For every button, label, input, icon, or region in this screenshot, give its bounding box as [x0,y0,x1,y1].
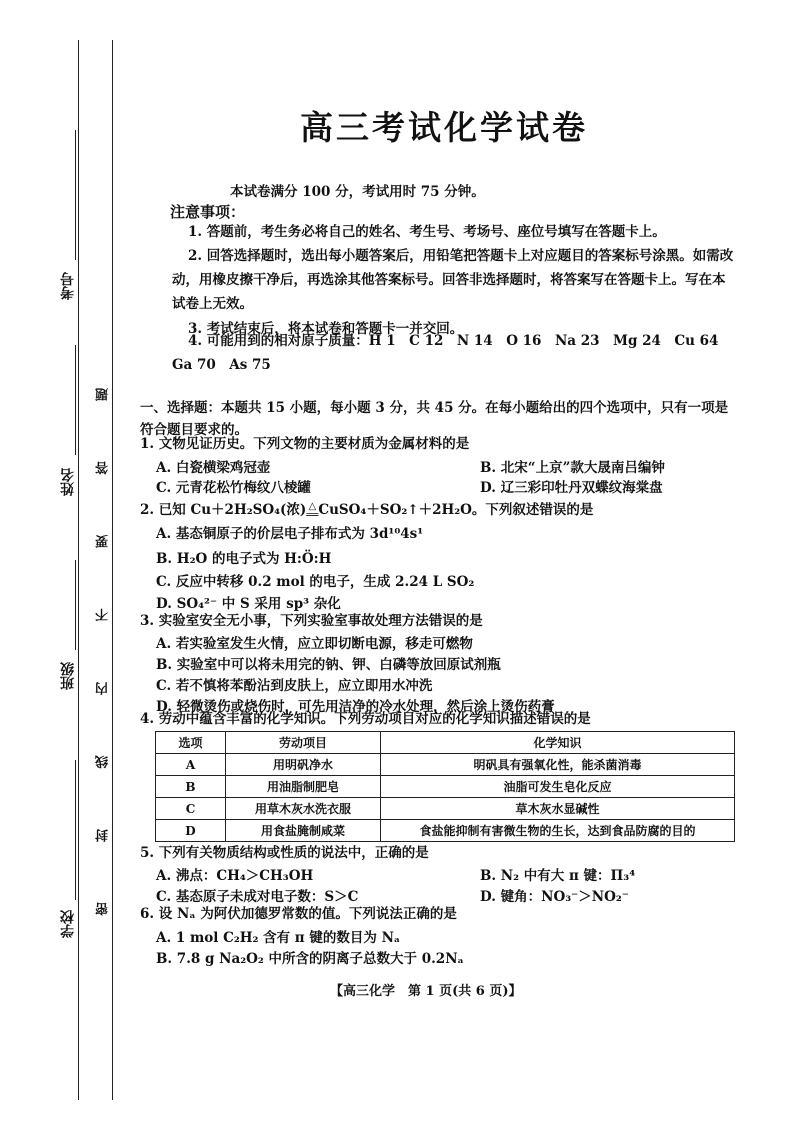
binding-line-outer [78,40,79,1100]
q6-stem: 6. 设 Nₐ 为阿伏加德罗常数的值。下列说法正确的是 [140,906,457,922]
row-option: B [156,776,226,798]
q1-stem: 1. 文物见证历史。下列文物的主要材质为金属材料的是 [140,436,470,452]
page-footer: 【高三化学 第 1 页(共 6 页)】 [330,984,522,999]
q5-option-a[interactable]: A. 沸点：CH₄＞CH₃OH [156,868,314,884]
field-school: 学校 [60,910,76,938]
col-knowledge: 化学知识 [381,732,735,754]
table-row [156,798,735,820]
row-knowledge: 食盐能抑制有害微生物的生长，达到食品防腐的目的 [381,820,735,842]
note-3: 3. 考试结束后，将本试卷和答题卡一并交回。 [188,321,464,337]
field-name: 姓名 [60,468,76,496]
q5-stem: 5. 下列有关物质结构或性质的说法中，正确的是 [140,845,429,861]
note-4: 4. 可能用到的相对原子质量：H 1 C 12 N 14 O 16 Na 23 Mg 24 Cu 64 Ga 70 As 75 [172,333,719,373]
note-1: 1. 答题前，考生务必将自己的姓名、考生号、考场号、座位号填写在答题卡上。 [188,224,666,240]
q4-table [155,731,735,842]
q2-option-b[interactable]: B. H₂O 的电子式为 H:Ö:H [156,551,332,567]
row-knowledge: 油脂可发生皂化反应 [381,776,735,798]
q1-option-d[interactable]: D. 辽三彩印牡丹双蝶纹海棠盘 [480,480,663,496]
notes-title: 注意事项： [170,203,246,221]
row-knowledge: 明矾具有强氧化性，能杀菌消毒 [381,754,735,776]
table-row [156,754,735,776]
q3-stem: 3. 实验室安全无小事，下列实验室事故处理方法错误的是 [140,613,483,629]
q2-stem-pre: 2. 已知 Cu＋2H₂SO₄(浓) [140,502,307,518]
row-option: C [156,798,226,820]
note-2: 2. 回答选择题时，选出每小题答案后，用铅笔把答题卡上对应题目的答案标号涂黑。如需改动，用橡皮擦干净后，再选涂其他答案标号。回答非选择题时，将答案写在答题卡上。写在本试卷上无效。 [172,248,734,312]
q3-option-d[interactable]: D. 轻微烫伤或烧伤时，可先用洁净的冷水处理，然后涂上烫伤药膏 [156,699,555,715]
binding-margin [0,0,110,1123]
col-option: 选项 [156,732,226,754]
q5-option-d[interactable]: D. 键角：NO₃⁻＞NO₂⁻ [480,889,629,905]
q4-table-header [156,732,735,754]
col-activity: 劳动项目 [226,732,381,754]
q3-option-b[interactable]: B. 实验室中可以将未用完的钠、钾、白磷等放回原试剂瓶 [156,657,501,673]
row-option: A [156,754,226,776]
table-row [156,776,735,798]
q2-stem-post: CuSO₄＋SO₂↑＋2H₂O。下列叙述错误的是 [318,502,594,518]
blank-exam-number[interactable] [75,130,76,260]
row-option: D [156,820,226,842]
q2-option-d[interactable]: D. SO₄²⁻ 中 S 采用 sp³ 杂化 [156,596,341,612]
q2-option-c[interactable]: C. 反应中转移 0.2 mol 的电子，生成 2.24 L SO₂ [156,574,475,590]
blank-class[interactable] [75,560,76,650]
row-activity: 用油脂制肥皂 [226,776,381,798]
q2-stem [140,499,740,521]
q6-option-a[interactable]: A. 1 mol C₂H₂ 含有 π 键的数目为 Nₐ [156,930,401,946]
field-class: 班级 [60,662,76,690]
table-row [156,820,735,842]
q3-option-a[interactable]: A. 若实验室发生火情，应立即切断电源，移走可燃物 [156,636,473,652]
row-knowledge: 草木灰水显碱性 [381,798,735,820]
page-title: 高三考试化学试卷 [300,108,588,147]
q6-option-b[interactable]: B. 7.8 g Na₂O₂ 中所含的阴离子总数大于 0.2Nₐ [156,951,464,967]
q3-option-c[interactable]: C. 若不慎将苯酚沾到皮肤上，应立即用水冲洗 [156,678,433,694]
blank-name[interactable] [75,345,76,455]
q4-stem: 4. 劳动中蕴含丰富的化学知识。下列劳动项目对应的化学知识描述错误的是 [140,711,591,727]
q2-option-a[interactable]: A. 基态铜原子的价层电子排布式为 3d¹⁰4s¹ [156,526,424,542]
q1-option-a[interactable]: A. 白瓷横梁鸡冠壶 [156,460,271,476]
row-activity: 用草木灰水洗衣服 [226,798,381,820]
q1-option-b[interactable]: B. 北宋“上京”款大晟南吕编钟 [480,460,665,476]
section-heading: 一、选择题：本题共 15 小题，每小题 3 分，共 45 分。在每小题给出的四个选项中，只有一项是符合题目要求的。 [140,400,729,438]
blank-school[interactable] [75,760,76,900]
seal-notice: 密 封 线 内 不 要 答 题 [96,360,111,916]
exam-intro: 本试卷满分 100 分，考试用时 75 分钟。 [230,184,485,200]
row-activity: 用明矾净水 [226,754,381,776]
row-activity: 用食盐腌制咸菜 [226,820,381,842]
field-exam-number: 考号 [60,272,76,300]
q5-option-c[interactable]: C. 基态原子未成对电子数：S＞C [156,889,359,905]
heat-arrow-icon: △ ══ [306,500,319,521]
q5-option-b[interactable]: B. N₂ 中有大 π 键：Π₃⁴ [480,868,636,884]
q1-option-c[interactable]: C. 元青花松竹梅纹八棱罐 [156,480,311,496]
